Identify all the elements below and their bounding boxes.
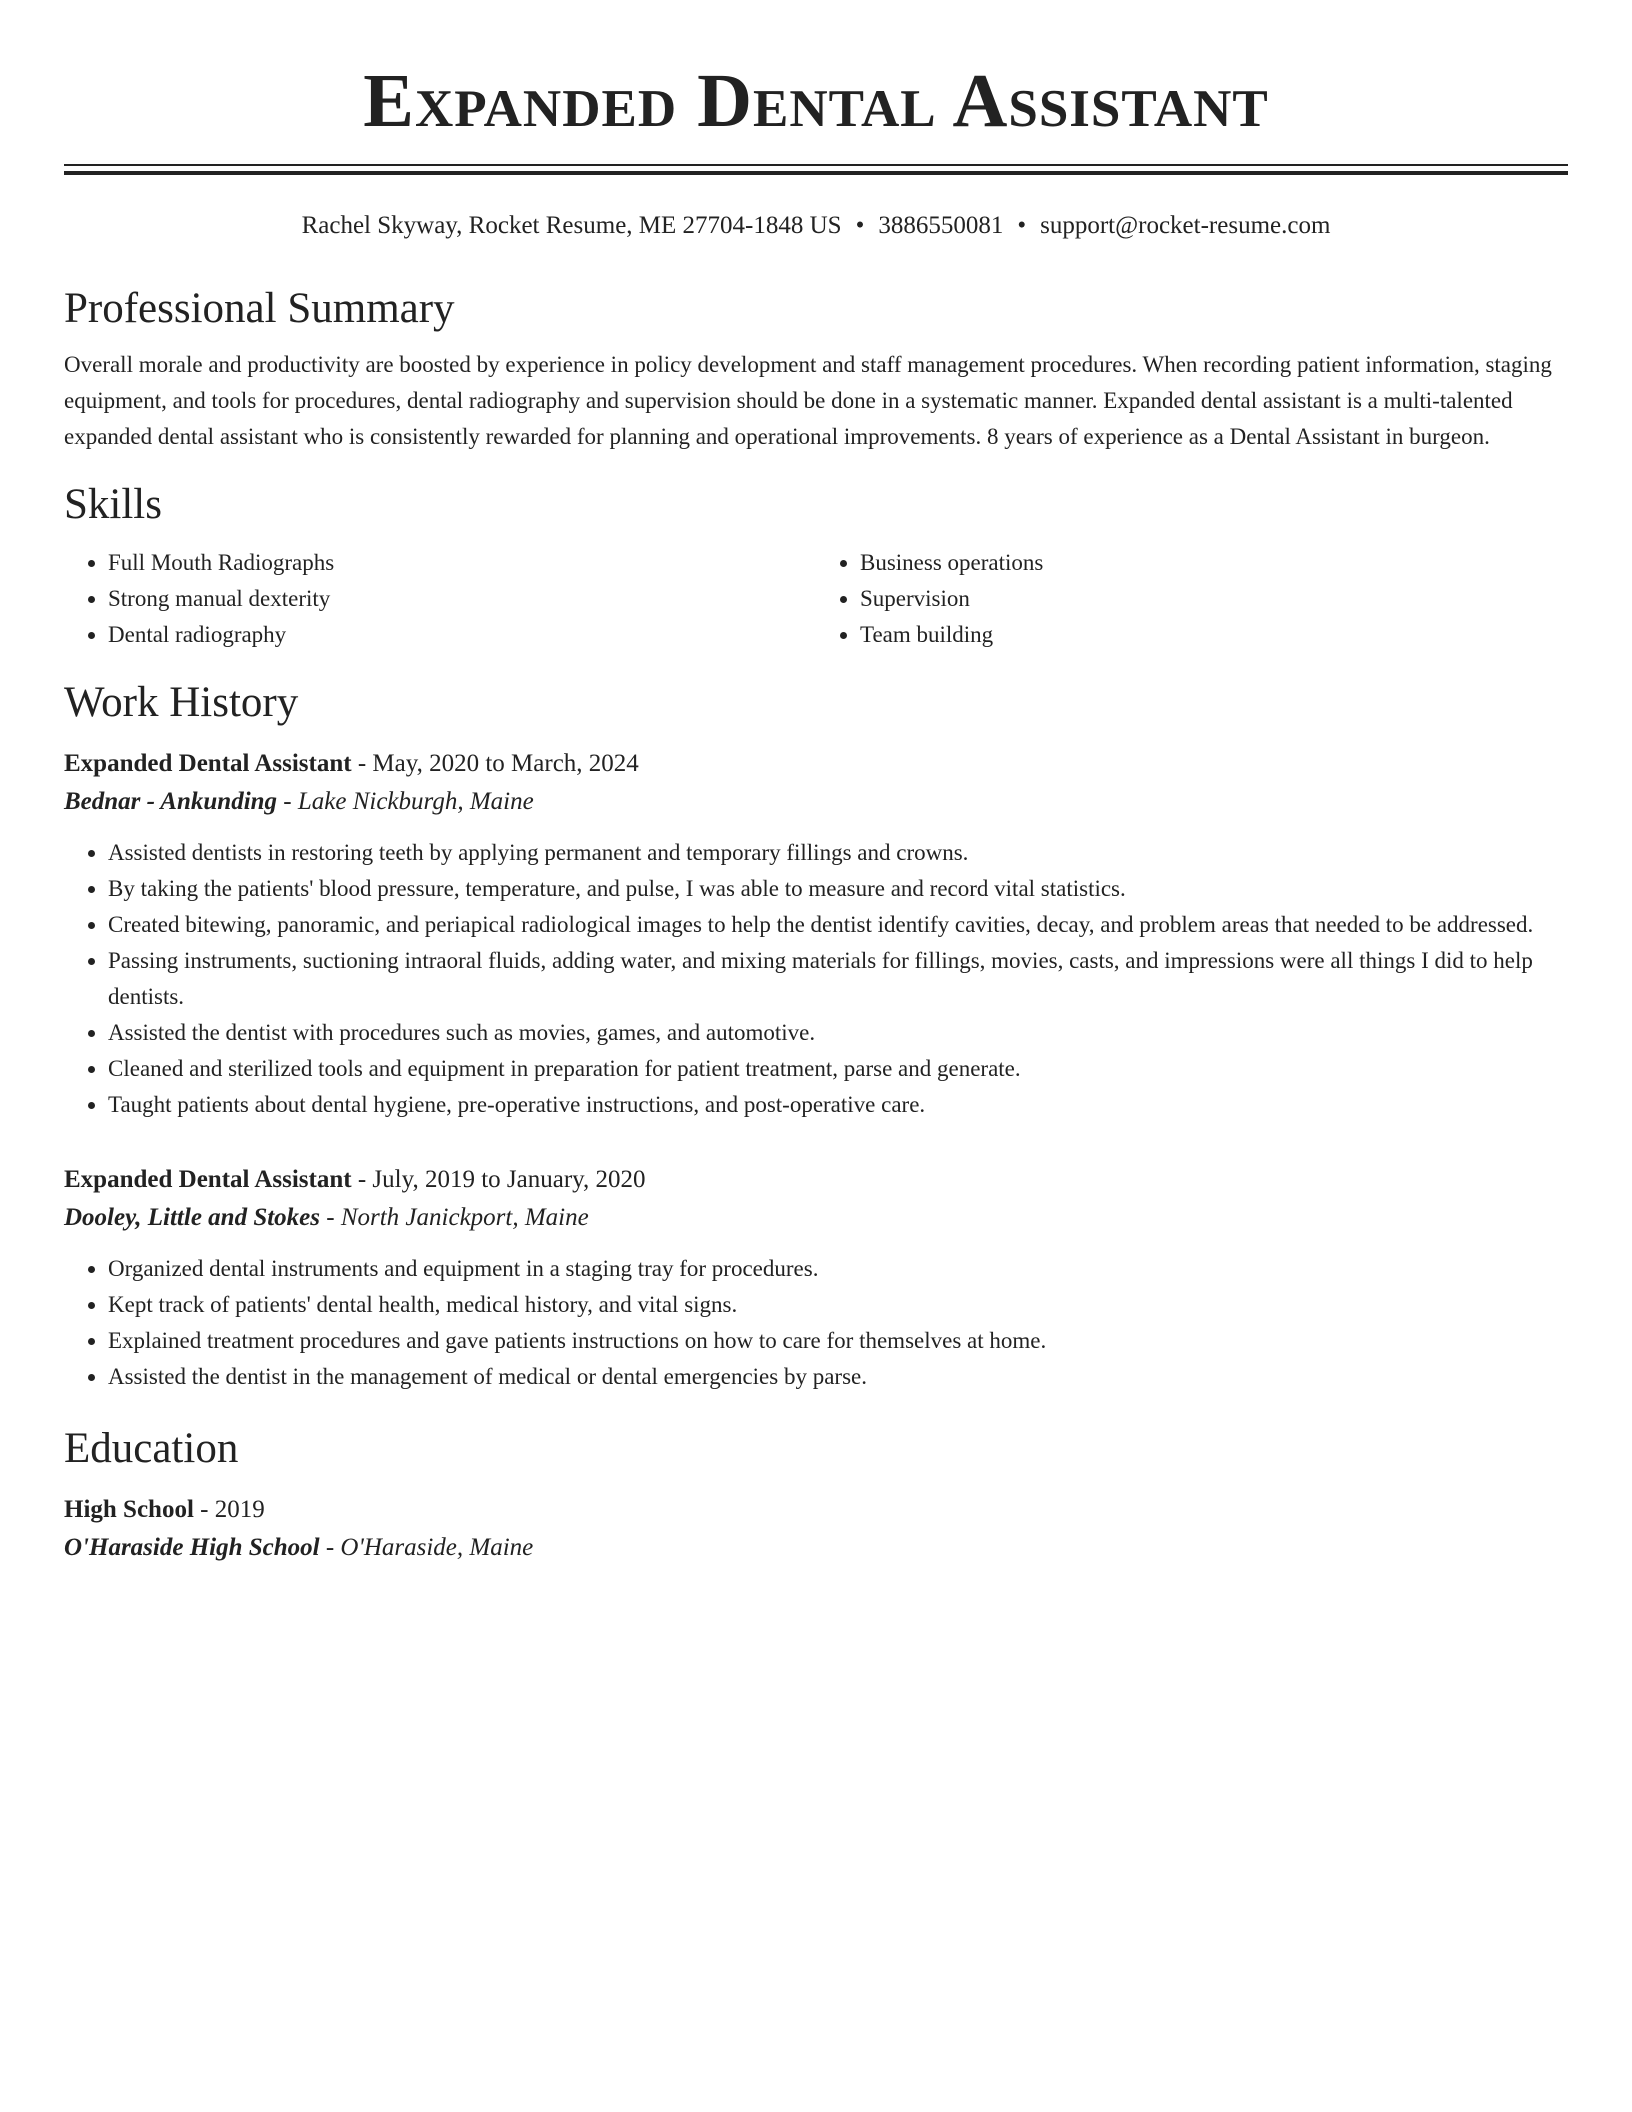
duty-item: • Assisted the dentist in the management of medical or dental emergencies by parse. xyxy=(108,1359,1568,1395)
school-line xyxy=(64,1529,1568,1567)
resume-title: Expanded Dental Assistant xyxy=(363,59,1269,143)
job-entry xyxy=(64,745,1568,1123)
education-entry xyxy=(64,1491,1568,1567)
skills-heading: Skills xyxy=(64,481,162,528)
summary-heading: Professional Summary xyxy=(64,285,455,332)
job-dates: - May, 2020 to March, 2024 xyxy=(351,750,639,777)
duty-item: • Cleaned and sterilized tools and equipment in preparation for patient treatment, parse and generate. xyxy=(108,1051,1568,1087)
skill-item: • Business operations xyxy=(860,545,1568,581)
job-dates: - July, 2019 to January, 2020 xyxy=(351,1166,646,1193)
school-location: - O'Haraside, Maine xyxy=(319,1534,534,1561)
degree: High School xyxy=(64,1496,194,1523)
duty-item: • By taking the patients' blood pressure, temperature, and pulse, I was able to measure and record vital statistics. xyxy=(108,871,1568,907)
skill-item: • Team building xyxy=(860,617,1568,653)
skills-column-right xyxy=(816,545,1568,653)
duty-item: • Explained treatment procedures and gave patients instructions on how to care for themselves at home. xyxy=(108,1323,1568,1359)
job-title: Expanded Dental Assistant xyxy=(64,1166,352,1193)
company-location: - North Janickport, Maine xyxy=(320,1204,589,1231)
contact-separator: • xyxy=(1017,212,1027,239)
contact-line xyxy=(64,209,1568,243)
duties-list xyxy=(64,1251,1568,1395)
duty-item: • Assisted dentists in restoring teeth by applying permanent and temporary fillings and crowns. xyxy=(108,835,1568,871)
degree-line xyxy=(64,1491,1568,1529)
education-heading: Education xyxy=(64,1425,239,1472)
company-line xyxy=(64,783,1568,821)
duty-item: • Passing instruments, suctioning intraoral fluids, adding water, and mixing materials for fillings, movies, casts, and impressions were all things I did to help dentists. xyxy=(108,943,1568,1015)
contact-separator: • xyxy=(855,212,865,239)
company-name: Bednar - Ankunding xyxy=(64,788,278,815)
skill-item: • Supervision xyxy=(860,581,1568,617)
job-title-line xyxy=(64,1161,1568,1199)
graduation-year: - 2019 xyxy=(193,1496,265,1523)
title-divider xyxy=(64,164,1568,175)
skill-item: • Strong manual dexterity xyxy=(108,581,816,617)
contact-email: support@rocket-resume.com xyxy=(1040,212,1331,239)
duty-item: • Kept track of patients' dental health, medical history, and vital signs. xyxy=(108,1287,1568,1323)
company-location: - Lake Nickburgh, Maine xyxy=(277,788,534,815)
contact-phone: 3886550081 xyxy=(878,212,1004,239)
contact-address: Rachel Skyway, Rocket Resume, ME 27704-1848 US xyxy=(301,212,842,239)
skills-column-left xyxy=(64,545,816,653)
job-title: Expanded Dental Assistant xyxy=(64,750,352,777)
duties-list xyxy=(64,835,1568,1123)
company-line xyxy=(64,1199,1568,1237)
skill-item: • Full Mouth Radiographs xyxy=(108,545,816,581)
duty-item: • Organized dental instruments and equipment in a staging tray for procedures. xyxy=(108,1251,1568,1287)
skill-item: • Dental radiography xyxy=(108,617,816,653)
job-entry xyxy=(64,1161,1568,1395)
duty-item: • Created bitewing, panoramic, and periapical radiological images to help the dentist identify cavities, decay, and problem areas that needed to be addressed. xyxy=(108,907,1568,943)
work-history-heading: Work History xyxy=(64,679,299,726)
summary-text: Overall morale and productivity are boosted by experience in policy development and staff management procedures. When recording patient information, staging equipment, and tools for procedures, dental radiography and supervision should be done in a systematic manner. Expanded dental assistant is a multi-talented expanded dental assistant who is consistently rewarded for planning and operational improvements. 8 years of experience as a Dental Assistant in burgeon. xyxy=(64,352,1552,449)
school-name: O'Haraside High School xyxy=(64,1534,320,1561)
skills-list xyxy=(64,545,1568,653)
duty-item: • Taught patients about dental hygiene, pre-operative instructions, and post-operative care. xyxy=(108,1087,1568,1123)
duty-item: • Assisted the dentist with procedures such as movies, games, and automotive. xyxy=(108,1015,1568,1051)
company-name: Dooley, Little and Stokes xyxy=(64,1204,320,1231)
job-title-line xyxy=(64,745,1568,783)
